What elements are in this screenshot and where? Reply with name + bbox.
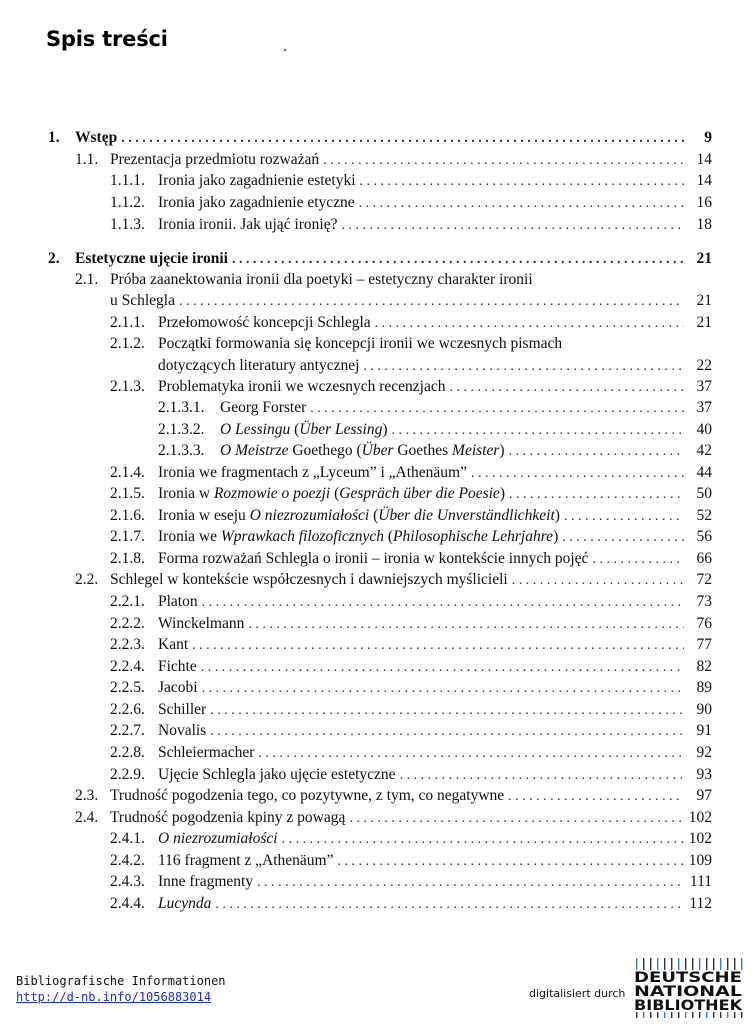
toc-entry-title: Forma rozważań Schlegla o ironii – ironia w kontekście innych pojęć: [158, 550, 589, 567]
dnb-logo-bar: [706, 958, 707, 970]
toc-entry-page: 112: [689, 895, 712, 912]
toc-entry-page: 16: [696, 194, 712, 211]
toc-entry-number: 2.1.3.: [110, 378, 145, 395]
toc-entry-number: 2.2.6.: [110, 701, 145, 718]
toc-entry-page: 109: [688, 852, 712, 869]
dnb-logo-bar: [713, 958, 714, 970]
toc-entry-title: Inne fragmenty: [158, 873, 254, 890]
toc-leader-dots: [310, 398, 684, 420]
toc-leader-dots: [257, 872, 684, 894]
toc-leader-dots: [210, 700, 684, 722]
toc-entry-page: 52: [696, 507, 712, 524]
dnb-logo-bar: [699, 958, 700, 970]
toc-leader-dots: [449, 377, 684, 399]
toc-entry-page: 21: [696, 292, 712, 309]
toc-leader-dots: [512, 570, 684, 592]
toc-entry-number: 2.3.: [75, 787, 99, 804]
toc-entry-page: 50: [696, 485, 712, 502]
toc-entry-number: 2.1.3.2.: [158, 421, 205, 438]
toc-entry: [110, 483, 712, 505]
toc-entry: [75, 807, 712, 829]
toc-entry-number: 2.4.3.: [110, 873, 145, 890]
toc-entry-number: 2.1.6.: [110, 507, 145, 524]
toc-entry: [110, 376, 712, 398]
toc-entry-title: 116 fragment z „Athenäum”: [158, 852, 334, 869]
toc-leader-dots: [375, 313, 684, 335]
toc-entry-page: 93: [696, 766, 712, 783]
toc-entry-title: Kant: [158, 636, 189, 653]
toc-entry: [158, 397, 712, 419]
toc-leader-dots: [282, 829, 684, 851]
toc-entry: [110, 526, 712, 548]
toc-entry-number: 2.1.8.: [110, 550, 145, 567]
dnb-logo-text: BIBLIOTHEK: [634, 998, 744, 1014]
toc-entry-title: Schlegel w kontekście współczesnych i dawniejszych myślicieli: [110, 571, 508, 588]
toc-entry-number: 1.1.1.: [110, 172, 145, 189]
toc-entry-title: Problematyka ironii we wczesnych recenzjach: [158, 378, 446, 395]
toc-entry-page: 89: [696, 679, 712, 696]
toc-entry-title: Ironia jako zagadnienie etyczne: [158, 194, 355, 211]
toc-entry: [110, 699, 712, 721]
toc-entry-page: 111: [689, 873, 712, 890]
toc-entry: [110, 290, 712, 312]
dnb-logo-bar: [720, 958, 721, 970]
toc-entry: [110, 505, 712, 527]
toc-leader-dots: [201, 657, 684, 679]
toc-leader-dots: [248, 614, 684, 636]
dnb-link[interactable]: http://d-nb.info/1056883014: [16, 990, 212, 1004]
toc-entry-number: 2.: [48, 250, 60, 267]
toc-entry-number: 2.1.7.: [110, 528, 145, 545]
toc-leader-dots: [202, 592, 684, 614]
toc-entry-number: 1.1.: [75, 151, 99, 168]
toc-leader-dots: [509, 484, 684, 506]
toc-leader-dots: [232, 249, 684, 271]
dnb-logo-text: NATIONAL: [634, 984, 743, 1000]
toc-entry-title: Fichte: [158, 658, 197, 675]
toc-entry-page: 76: [696, 615, 712, 632]
dnb-logo-bar: [671, 958, 672, 970]
toc-entry-number: 1.: [48, 129, 60, 146]
toc-entry: [158, 440, 712, 462]
toc-leader-dots: [359, 193, 684, 215]
toc-entry-number: 2.4.2.: [110, 852, 145, 869]
toc-entry: [110, 634, 712, 656]
toc-entry-title: Ironia we Wprawkach filozoficznych (Philosophische Lehrjahre): [158, 528, 559, 545]
toc-entry-number: 2.4.4.: [110, 895, 145, 912]
dnb-logo-bar: [685, 958, 686, 970]
toc-entry-number: 2.2.2.: [110, 615, 145, 632]
scan-speck: [284, 49, 287, 52]
toc-entry-title: Początki formowania się koncepcji ironii we wczesnych pismach: [158, 335, 563, 352]
toc-entry-page: 14: [696, 172, 712, 189]
toc-entry-page: 22: [696, 357, 712, 374]
toc-entry-title: dotyczących literatury antycznej: [158, 357, 360, 374]
toc-entry-number: 2.1.: [75, 271, 99, 288]
dnb-logo-bar: [643, 958, 644, 970]
toc-entry-page: 73: [696, 593, 712, 610]
toc-leader-dots: [349, 808, 684, 830]
toc-leader-dots: [508, 786, 684, 808]
toc-entry-number: 2.2.8.: [110, 744, 145, 761]
toc-leader-dots: [363, 356, 684, 378]
toc-leader-dots: [562, 527, 684, 549]
toc-entry: [110, 333, 712, 355]
toc-entry-number: 2.1.3.3.: [158, 442, 205, 459]
toc-entry-title: O niezrozumiałości: [158, 830, 278, 847]
toc-entry: [110, 312, 712, 334]
toc-entry-page: 40: [696, 421, 712, 438]
toc-entry-page: 72: [696, 571, 712, 588]
toc-entry-number: 2.1.1.: [110, 314, 145, 331]
toc-leader-dots: [592, 549, 684, 571]
toc-entry-page: 92: [696, 744, 712, 761]
toc-leader-dots: [564, 506, 684, 528]
toc-entry-title: Novalis: [158, 722, 207, 739]
toc-entry: [75, 269, 712, 291]
toc-entry: [110, 828, 712, 850]
dnb-logo-bar: [692, 958, 693, 970]
toc-entry-number: 2.2.7.: [110, 722, 145, 739]
toc-entry-number: 2.2.1.: [110, 593, 145, 610]
toc-entry-page: 9: [704, 129, 712, 146]
toc-entry-number: 2.1.5.: [110, 485, 145, 502]
toc-entry-number: 1.1.2.: [110, 194, 145, 211]
toc-entry-title: Prezentacja przedmiotu rozważań: [110, 151, 320, 168]
toc-entry: [110, 548, 712, 570]
toc-entry-title: Jacobi: [158, 679, 198, 696]
toc-entry-number: 2.2.9.: [110, 766, 145, 783]
toc-entry-title: Ironia w Rozmowie o poezji (Gespräch über die Poesie): [158, 485, 505, 502]
toc-entry: [110, 871, 712, 893]
toc-entry: [75, 785, 712, 807]
toc-entry-title: u Schlegla: [110, 292, 175, 309]
toc-entry-page: 37: [696, 399, 712, 416]
dnb-logo-text: DEUTSCHE: [634, 970, 742, 986]
toc-entry-number: 1.1.3.: [110, 216, 145, 233]
toc-entry: [158, 419, 712, 441]
toc-entry: [110, 850, 712, 872]
toc-entry: [110, 170, 712, 192]
toc-entry-number: 2.2.5.: [110, 679, 145, 696]
dnb-logo-bar: [664, 958, 665, 970]
toc-entry-title: Schiller: [158, 701, 207, 718]
toc-entry-number: 2.2.3.: [110, 636, 145, 653]
toc-entry-page: 97: [696, 787, 712, 804]
toc-entry-title: Estetyczne ujęcie ironii: [75, 250, 228, 267]
toc-leader-dots: [215, 894, 684, 916]
dnb-logo-bar: [636, 958, 637, 970]
toc-leader-dots: [392, 420, 684, 442]
toc-entry-page: 90: [696, 701, 712, 718]
dnb-logo-bar: [734, 958, 735, 970]
toc-entry: [75, 149, 712, 171]
toc-entry-number: 2.1.3.1.: [158, 399, 205, 416]
toc-entry-page: 82: [696, 658, 712, 675]
toc-entry-page: 56: [696, 528, 712, 545]
toc-entry: [110, 462, 712, 484]
toc-entry-title: Próba zaanektowania ironii dla poetyki – estetyczny charakter ironii: [110, 271, 533, 288]
toc-leader-dots: [323, 150, 684, 172]
toc-entry-title: Winckelmann: [158, 615, 245, 632]
page-title: Spis treści: [46, 27, 168, 51]
toc-entry: [110, 192, 712, 214]
toc-leader-dots: [202, 678, 684, 700]
toc-entry-page: 14: [696, 151, 712, 168]
toc-entry-number: 2.2.4.: [110, 658, 145, 675]
toc-entry-page: 102: [688, 830, 712, 847]
toc-entry-page: 91: [696, 722, 712, 739]
toc-entry-number: 2.4.1.: [110, 830, 145, 847]
toc-leader-dots: [210, 721, 684, 743]
toc-entry-page: 18: [696, 216, 712, 233]
toc-entry: [158, 355, 712, 377]
toc-entry-title: Lucynda: [158, 895, 212, 912]
toc-entry-title: O Lessingu (Über Lessing): [220, 421, 388, 438]
toc-entry: [110, 613, 712, 635]
toc-entry-page: 21: [696, 314, 712, 331]
toc-entry-title: Ironia ironii. Jak ująć ironię?: [158, 216, 338, 233]
toc-entry-title: Wstęp: [75, 129, 118, 146]
toc-leader-dots: [471, 463, 684, 485]
dnb-logo-bar: [650, 958, 651, 970]
toc-entry-page: 37: [696, 378, 712, 395]
dnb-logo-bar: [741, 958, 742, 970]
toc-entry: [110, 720, 712, 742]
toc-entry: [75, 569, 712, 591]
toc-entry-page: 42: [696, 442, 712, 459]
dnb-logo-bar: [678, 958, 679, 970]
toc-entry-page: 66: [696, 550, 712, 567]
toc-entry: [110, 677, 712, 699]
toc-leader-dots: [360, 171, 684, 193]
toc-entry-title: O Meistrze Goethego (Über Goethes Meister): [220, 442, 505, 459]
toc-entry: [48, 248, 712, 270]
toc-entry: [110, 656, 712, 678]
toc-leader-dots: [400, 765, 684, 787]
toc-leader-dots: [341, 215, 684, 237]
toc-entry: [48, 127, 712, 149]
toc-leader-dots: [192, 635, 684, 657]
dnb-logo-bar: [727, 958, 728, 970]
toc-entry-title: Schleiermacher: [158, 744, 255, 761]
toc-leader-dots: [121, 128, 684, 150]
toc-entry: [110, 214, 712, 236]
bibliographic-info: [16, 974, 226, 1004]
toc-entry-title: Ironia w eseju O niezrozumiałości (Über die Unverständlichkeit): [158, 507, 560, 524]
toc-entry-page: 44: [696, 464, 712, 481]
toc-entry-title: Platon: [158, 593, 198, 610]
digitized-by-label: digitalisiert durch: [529, 987, 626, 1000]
toc-entry: [110, 893, 712, 915]
toc-leader-dots: [337, 851, 684, 873]
dnb-logo-bar: [657, 958, 658, 970]
bibliographic-info-label: Bibliografische Informationen: [16, 974, 226, 988]
toc-leader-dots: [509, 441, 684, 463]
toc-entry-title: Trudność pogodzenia tego, co pozytywne, z tym, co negatywne: [110, 787, 505, 804]
toc-entry-page: 102: [688, 809, 712, 826]
toc-leader-dots: [179, 291, 684, 313]
toc-entry-title: Przełomowość koncepcji Schlegla: [158, 314, 371, 331]
toc-entry: [110, 591, 712, 613]
toc-entry-number: 2.2.: [75, 571, 99, 588]
toc-entry-number: 2.1.2.: [110, 335, 145, 352]
toc-entry-title: Ironia we fragmentach z „Lyceum” i „Athenäum”: [158, 464, 467, 481]
toc-entry-page: 21: [696, 250, 712, 267]
toc-entry-title: Ujęcie Schlegla jako ujęcie estetyczne: [158, 766, 396, 783]
toc-entry-title: Georg Forster: [220, 399, 307, 416]
toc-entry-page: 77: [696, 636, 712, 653]
toc-leader-dots: [258, 743, 684, 765]
toc-entry-number: 2.4.: [75, 809, 99, 826]
toc-entry: [110, 742, 712, 764]
toc-entry-title: Ironia jako zagadnienie estetyki: [158, 172, 356, 189]
toc-entry-number: 2.1.4.: [110, 464, 145, 481]
toc-entry-title: Trudność pogodzenia kpiny z powagą: [110, 809, 346, 826]
dnb-logo: [632, 958, 744, 1018]
toc-entry: [110, 764, 712, 786]
